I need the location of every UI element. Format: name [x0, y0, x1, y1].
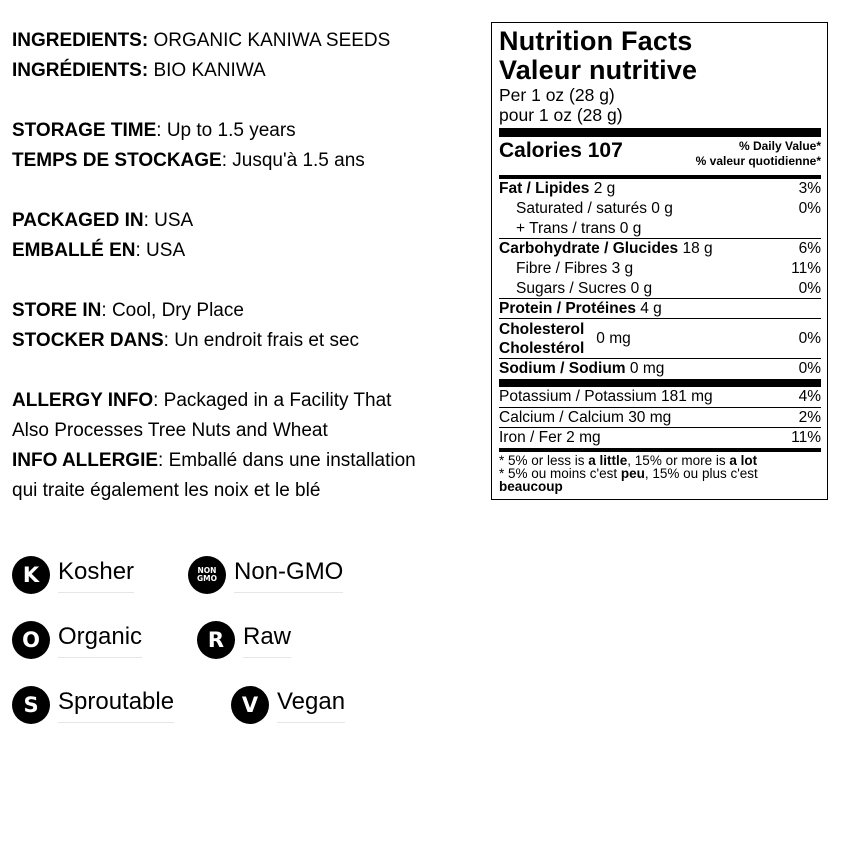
nf-cholesterol-dv: 0% — [798, 329, 821, 347]
nf-fibre-dv: 11% — [791, 260, 821, 277]
packaged-fr-label: EMBALLÉ EN — [12, 240, 136, 261]
allergy-value-2: Also Processes Tree Nuts and Wheat — [12, 420, 328, 441]
non-gmo-icon — [188, 556, 226, 594]
sproutable-icon: S — [12, 686, 50, 724]
store-line — [12, 296, 482, 326]
packaged-fr-line — [12, 236, 482, 266]
nf-row-sugars — [499, 279, 821, 298]
nf-footnote-en-text: * 5% or less is — [499, 453, 589, 468]
allergy-line-2 — [12, 416, 482, 446]
ingredients-value: ORGANIC KANIWA SEEDS — [148, 30, 391, 51]
packaged-line — [12, 206, 482, 236]
nf-cholesterol-label — [499, 320, 584, 358]
allergy-fr-line-2 — [12, 476, 482, 506]
nf-row-saturated — [499, 199, 821, 219]
nf-footnote-en-bold-2: a lot — [729, 453, 758, 468]
storage-value: : Up to 1.5 years — [156, 120, 296, 141]
nf-row-carb — [499, 239, 821, 259]
store-value: : Cool, Dry Place — [101, 300, 244, 321]
nf-footnote-fr — [499, 467, 821, 493]
nf-sodium-amount: 0 mg — [625, 360, 665, 377]
nf-footnote — [499, 452, 821, 493]
nf-sugars-label: Sugars / Sucres 0 g — [516, 279, 653, 297]
nf-dv-header-en: % Daily Value* — [738, 139, 821, 153]
ingredients-fr-value: BIO KANIWA — [148, 60, 266, 81]
nf-row-calcium — [499, 408, 821, 427]
nf-row-fibre — [499, 259, 821, 279]
storage-fr-line — [12, 146, 482, 176]
badge-vegan — [231, 686, 345, 724]
nf-cholesterol-amount: 0 mg — [596, 329, 631, 347]
badge-kosher-label: Kosher — [58, 558, 134, 593]
allergy-fr-line-1 — [12, 446, 482, 476]
nf-row-cholesterol — [499, 319, 821, 358]
vegan-icon: V — [231, 686, 269, 724]
allergy-fr-label: INFO ALLERGIE — [12, 450, 159, 471]
badge-organic-label: Organic — [58, 623, 142, 658]
nf-divider — [499, 128, 821, 137]
nf-title-fr: Valeur nutritive — [499, 55, 698, 85]
nf-calcium-dv: 2% — [798, 408, 821, 426]
allergy-line-1 — [12, 386, 482, 416]
badge-nongmo — [188, 556, 343, 594]
nf-dv-header-fr: % valeur quotidienne* — [695, 154, 821, 168]
nf-divider — [499, 379, 821, 387]
storage-line — [12, 116, 482, 146]
nf-saturated-label: Saturated / saturés 0 g — [516, 200, 673, 217]
badge-raw-label: Raw — [243, 623, 291, 658]
nf-trans-label: + Trans / trans 0 g — [516, 219, 642, 237]
packaged-value: : USA — [143, 210, 194, 231]
storage-fr-value: : Jusqu'à 1.5 ans — [221, 150, 365, 171]
store-fr-value: : Un endroit frais et sec — [163, 330, 360, 351]
store-fr-line — [12, 326, 482, 356]
badge-sproutable — [12, 686, 174, 724]
nf-cholesterol-label-fr: Cholestérol — [499, 339, 585, 357]
badge-organic — [12, 621, 142, 659]
nf-fat-dv: 3% — [798, 180, 821, 197]
nf-sodium-label: Sodium / Sodium — [499, 360, 626, 377]
kosher-icon: K — [12, 556, 50, 594]
badge-sproutable-label: Sproutable — [58, 688, 174, 723]
nf-row-trans — [499, 219, 821, 238]
nf-potassium-label: Potassium / Potassium 181 mg — [499, 388, 713, 405]
nf-calories: Calories 107 — [499, 139, 623, 162]
nf-carb-dv: 6% — [798, 240, 821, 257]
allergy-fr-value-2: qui traite également les noix et le blé — [12, 480, 321, 501]
nf-row-iron — [499, 428, 821, 448]
nf-serving-fr: pour 1 oz (28 g) — [499, 105, 623, 125]
ingredients-line — [12, 26, 482, 56]
nf-dv-header — [696, 139, 821, 169]
storage-fr-label: TEMPS DE STOCKAGE — [12, 150, 222, 171]
store-label: STORE IN — [12, 300, 102, 321]
non-gmo-icon-bottom: GMO — [197, 574, 217, 583]
allergy-fr-value-1: : Emballé dans une installation — [158, 450, 416, 471]
nf-footnote-fr-bold-1: peu — [620, 466, 645, 481]
nf-fat-amount: 2 g — [589, 180, 616, 197]
ingredients-fr-label: INGRÉDIENTS: — [12, 60, 149, 81]
nf-iron-label: Iron / Fer 2 mg — [499, 429, 601, 446]
nf-footnote-fr-text: * 5% ou moins c'est — [499, 466, 621, 481]
packaged-label: PACKAGED IN — [12, 210, 144, 231]
organic-icon: O — [12, 621, 50, 659]
ingredients-label: INGREDIENTS: — [12, 30, 149, 51]
nf-carb-amount: 18 g — [678, 240, 713, 257]
nf-footnote-fr-bold-2: beaucoup — [499, 479, 563, 494]
nf-title-en: Nutrition Facts — [499, 26, 693, 56]
nf-carb-label: Carbohydrate / Glucides — [499, 240, 679, 257]
ingredients-fr-line — [12, 56, 482, 86]
allergy-label: ALLERGY INFO — [12, 390, 154, 411]
nf-footnote-en-bold-1: a little — [588, 453, 628, 468]
nf-footnote-fr-text-2: , 15% ou plus c'est — [644, 466, 758, 481]
allergy-value-1: : Packaged in a Facility That — [153, 390, 392, 411]
nf-cholesterol-label-en: Cholesterol — [499, 320, 585, 338]
product-info — [12, 26, 482, 506]
nf-serving-en: Per 1 oz (28 g) — [499, 85, 615, 105]
nf-sugars-dv: 0% — [798, 279, 821, 297]
badge-kosher — [12, 556, 134, 594]
non-gmo-icon-top: NON — [197, 566, 217, 575]
nf-protein-amount: 4 g — [635, 299, 662, 317]
nf-sodium-dv: 0% — [798, 360, 821, 377]
nf-saturated-dv: 0% — [798, 200, 821, 217]
nf-row-protein — [499, 299, 821, 318]
nf-row-potassium — [499, 387, 821, 407]
nf-calories-row — [499, 137, 821, 175]
nf-iron-dv: 11% — [791, 429, 821, 446]
storage-label: STORAGE TIME — [12, 120, 157, 141]
badge-nongmo-label: Non-GMO — [234, 558, 343, 593]
nf-potassium-dv: 4% — [798, 388, 821, 405]
packaged-fr-value: : USA — [135, 240, 186, 261]
nutrition-facts-table — [491, 22, 828, 500]
nf-protein-label: Protein / Protéines — [499, 299, 636, 317]
nf-fibre-label: Fibre / Fibres 3 g — [516, 260, 634, 277]
nf-fat-label: Fat / Lipides — [499, 180, 590, 197]
nf-row-sodium — [499, 359, 821, 379]
nf-calcium-label: Calcium / Calcium 30 mg — [499, 408, 672, 426]
badge-vegan-label: Vegan — [277, 688, 345, 723]
badge-raw — [197, 621, 291, 659]
nf-footnote-en-text-2: , 15% or more is — [627, 453, 730, 468]
nf-row-fat — [499, 179, 821, 199]
raw-icon: R — [197, 621, 235, 659]
store-fr-label: STOCKER DANS — [12, 330, 164, 351]
